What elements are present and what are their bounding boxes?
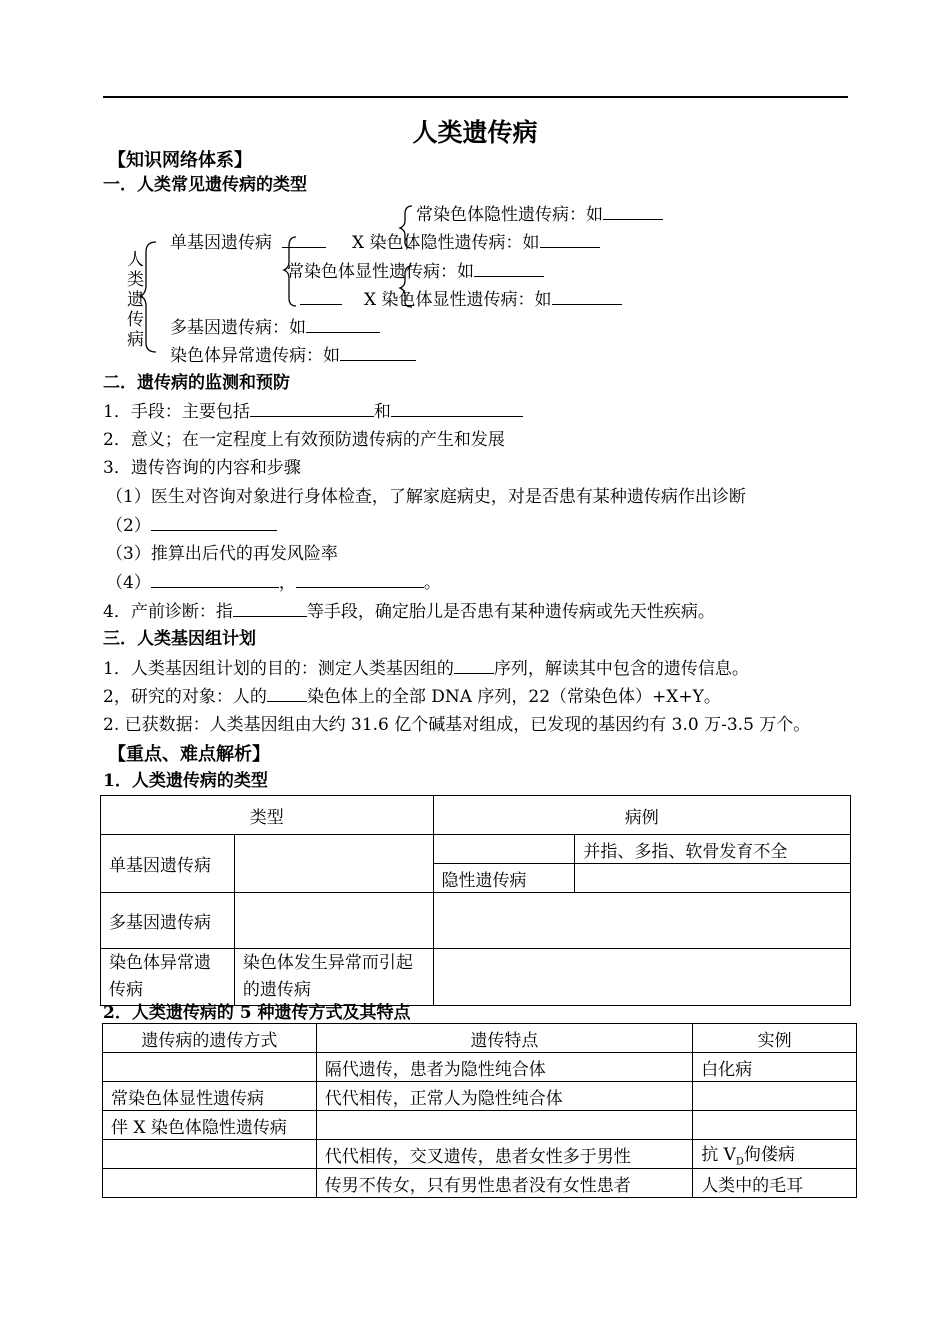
- table-row: [103, 1053, 857, 1082]
- prenatal-label: 4．产前诊断：指: [103, 602, 233, 622]
- ar-line: [416, 203, 663, 226]
- step-3: （3）推算出后代的再发风险率: [106, 544, 338, 564]
- recessive-blank: [282, 231, 326, 248]
- section-knowledge-network: 【知识网络体系】: [108, 150, 252, 171]
- means-line: [103, 400, 523, 423]
- example-cell: 白化病: [693, 1053, 857, 1082]
- page-title: 人类遗传病: [412, 118, 538, 147]
- section-key-points: 【重点、难点解析】: [108, 744, 270, 765]
- xr-blank: [540, 231, 600, 248]
- table-row: [101, 949, 851, 1006]
- ad-label: 常染色体显性遗传病：如: [287, 262, 474, 282]
- heading-monitoring: 二．遗传病的监测和预防: [103, 373, 290, 393]
- table-row: [103, 1111, 857, 1140]
- root-char: 类: [127, 270, 144, 290]
- prenatal-blank: [233, 600, 307, 617]
- multi-gene-cell: 多基因遗传病: [101, 893, 235, 949]
- heading-genome: 三．人类基因组计划: [103, 629, 256, 649]
- prenatal-line: [103, 600, 715, 623]
- header-type: 类型: [101, 796, 434, 835]
- mode-cell: 常染色体显性遗传病: [103, 1082, 317, 1111]
- genome-purpose-b: 序列，解读其中包含的遗传信息。: [493, 659, 749, 679]
- step-4-period: 。: [423, 573, 441, 593]
- recessive-example-cell: [575, 864, 851, 893]
- root-char: 传: [127, 310, 144, 330]
- genome-purpose: [103, 657, 749, 680]
- chromosome-example-cell: [433, 949, 850, 1006]
- header-case: 病例: [433, 796, 850, 835]
- ar-blank: [603, 203, 663, 220]
- mode-cell: [103, 1053, 317, 1082]
- multi-gene-blank: [306, 316, 380, 333]
- root-char: 病: [127, 330, 144, 350]
- table-row: [103, 1082, 857, 1111]
- chromosome-blank: [340, 344, 416, 361]
- dominant-example-cell: 并指、多指、软骨发育不全: [575, 835, 851, 864]
- genome-object-b: 染色体上的全部 DNA 序列，22（常染色体）+X+Y。: [306, 687, 721, 707]
- heading-table-2: 2．人类遗传病的 5 种遗传方式及其特点: [103, 1003, 411, 1023]
- mode-cell: 伴 X 染色体隐性遗传病: [103, 1111, 317, 1140]
- root-char: 人: [127, 250, 144, 270]
- example-cell: 人类中的毛耳: [693, 1169, 857, 1198]
- xd-blank: [552, 288, 622, 305]
- example-cell: [693, 1082, 857, 1111]
- counseling-line: 3．遗传咨询的内容和步骤: [103, 458, 301, 478]
- mode-cell: [103, 1140, 317, 1169]
- multi-gene-label: 多基因遗传病：如: [170, 318, 306, 338]
- heading-table-1: 1．人类遗传病的类型: [103, 771, 268, 791]
- ar-label: 常染色体隐性遗传病：如: [416, 205, 603, 225]
- xr-label: X 染色体隐性遗传病：如: [352, 233, 540, 253]
- step-4-blank-2: [296, 571, 424, 588]
- inheritance-mode-table: [102, 1023, 857, 1198]
- significance-line: 2．意义；在一定程度上有效预防遗传病的产生和发展: [103, 430, 505, 450]
- header-feature: 遗传特点: [316, 1024, 692, 1053]
- genome-object-blank: [267, 685, 307, 702]
- example-subscript: D: [735, 1156, 744, 1168]
- step-4-comma: ，: [278, 573, 296, 593]
- recessive-type-cell: 隐性遗传病: [433, 864, 575, 893]
- means-blank-2: [391, 400, 523, 417]
- chromosome-desc-cell: 染色体发生异常而引起的遗传病: [234, 949, 433, 1006]
- ad-blank: [474, 260, 544, 277]
- multi-gene-example-cell: [433, 893, 850, 949]
- means-and: 和: [373, 402, 391, 422]
- table-row: [101, 835, 851, 864]
- step-1: （1）医生对咨询对象进行身体检查，了解家庭病史，对是否患有某种遗传病作出诊断: [106, 487, 746, 507]
- chromosome-label: 染色体异常遗传病：如: [170, 346, 340, 366]
- dominant-blank: [300, 288, 342, 305]
- multi-gene-desc-cell: [234, 893, 433, 949]
- step-2-blank: [151, 514, 277, 531]
- genome-object-a: 2，研究的对象：人的: [103, 687, 267, 707]
- header-example: 实例: [693, 1024, 857, 1053]
- step-4-blank-1: [151, 571, 279, 588]
- table-row: [101, 893, 851, 949]
- table-row: [103, 1169, 857, 1198]
- table-row: [103, 1140, 857, 1169]
- genome-purpose-blank: [454, 657, 494, 674]
- header-mode: 遗传病的遗传方式: [103, 1024, 317, 1053]
- chromosome-line: [170, 344, 416, 367]
- dominant-type-cell: [433, 835, 575, 864]
- xd-label: X 染色体显性遗传病：如: [364, 290, 552, 310]
- multi-gene-line: [170, 316, 380, 339]
- prenatal-rest: 等手段，确定胎儿是否患有某种遗传病或先天性疾病。: [306, 602, 715, 622]
- table-row: [101, 796, 851, 835]
- ad-line: [287, 260, 544, 283]
- heading-types: 一．人类常见遗传病的类型: [103, 175, 307, 195]
- chromosome-cell: 染色体异常遗传病: [101, 949, 235, 1006]
- single-gene-cell: 单基因遗传病: [101, 835, 235, 893]
- step-4-label: （4）: [106, 573, 151, 593]
- table-row: [103, 1024, 857, 1053]
- classification-braces: [0, 0, 950, 380]
- feature-cell: 隔代遗传，患者为隐性纯合体: [316, 1053, 692, 1082]
- single-gene-desc-cell: [234, 835, 433, 893]
- means-label: 1．手段：主要包括: [103, 402, 250, 422]
- step-4: [106, 571, 441, 594]
- step-2-label: （2）: [106, 516, 151, 536]
- genome-data: 2. 已获数据：人类基因组由大约 31.6 亿个碱基对组成，已发现的基因约有 3.0 万-3.5 万个。: [103, 715, 811, 735]
- example-cell: [693, 1111, 857, 1140]
- example-suffix: 佝偻病: [743, 1145, 795, 1166]
- single-gene-line: [170, 231, 326, 254]
- example-cell: [693, 1140, 857, 1169]
- means-blank-1: [250, 400, 374, 417]
- example-prefix: 抗 V: [701, 1145, 736, 1166]
- xd-line: [364, 288, 622, 311]
- feature-cell: 传男不传女，只有男性患者没有女性患者: [316, 1169, 692, 1198]
- mode-cell: [103, 1169, 317, 1198]
- genome-object: [103, 685, 721, 708]
- disease-type-table: [100, 795, 851, 1006]
- xr-line: [352, 231, 600, 254]
- dominant-blank-line: [300, 288, 342, 311]
- root-char: 遗: [127, 290, 144, 310]
- feature-cell: 代代相传，交叉遗传，患者女性多于男性: [316, 1140, 692, 1169]
- step-2: [106, 514, 277, 537]
- genome-purpose-a: 1．人类基因组计划的目的：测定人类基因组的: [103, 659, 454, 679]
- feature-cell: 代代相传，正常人为隐性纯合体: [316, 1082, 692, 1111]
- feature-cell: [316, 1111, 692, 1140]
- single-gene-label: 单基因遗传病: [170, 233, 272, 253]
